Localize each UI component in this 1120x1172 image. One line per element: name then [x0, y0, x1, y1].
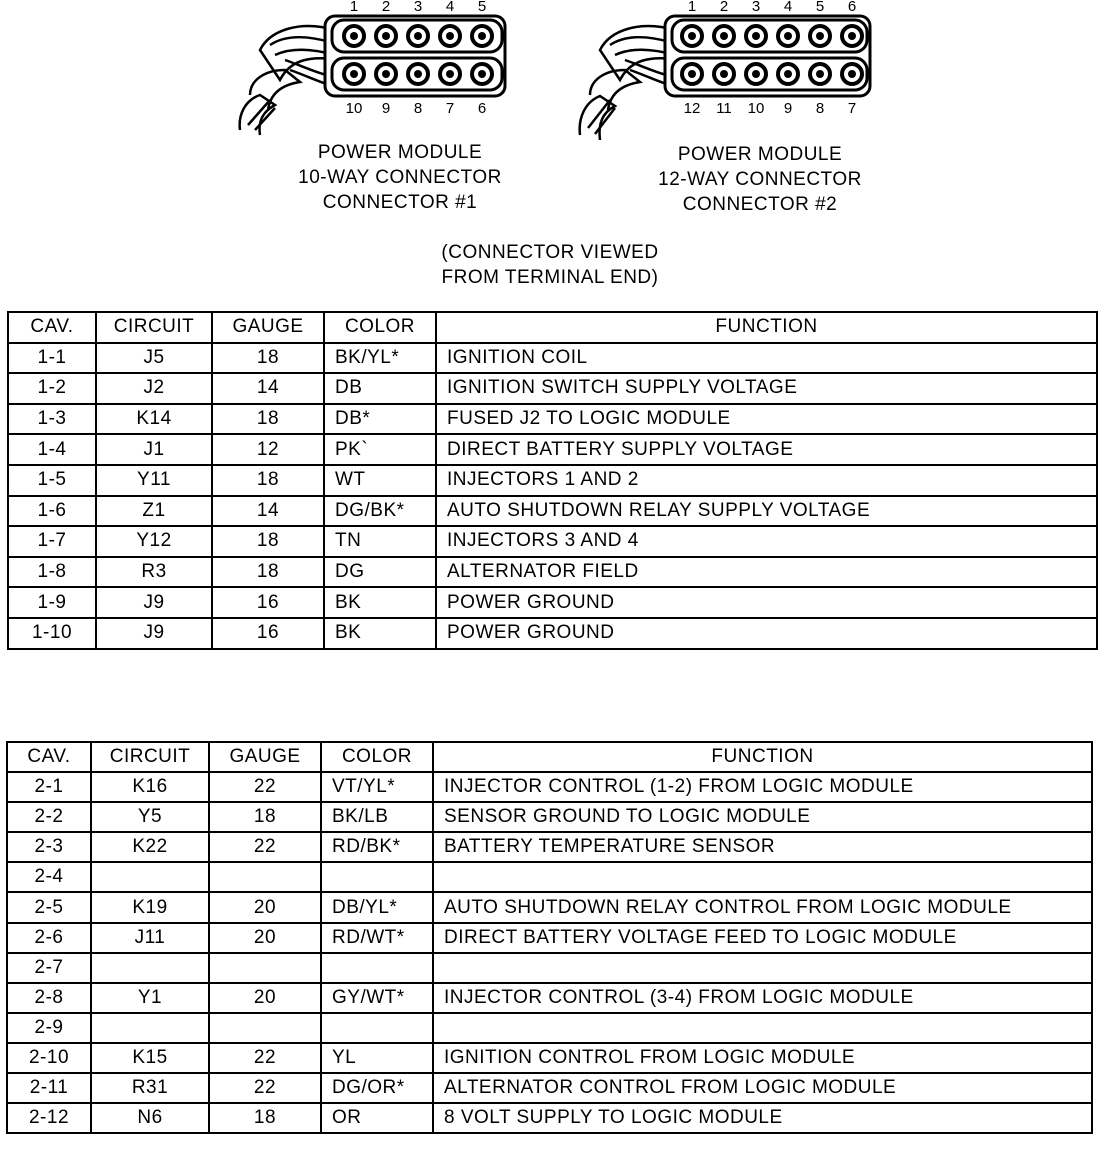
table-header-row	[7, 742, 1092, 772]
cav-cell: 2-11	[7, 1073, 91, 1103]
color-cell: WT	[324, 465, 436, 496]
pin-number: 11	[716, 100, 732, 117]
cav-cell: 1-4	[8, 434, 96, 465]
title-line: POWER MODULE	[677, 144, 843, 165]
circuit-cell: Y1	[91, 983, 209, 1013]
circuit-cell	[91, 1013, 209, 1043]
color-cell	[321, 1013, 433, 1043]
header-function: FUNCTION	[436, 312, 1097, 343]
color-cell: DG/OR*	[321, 1073, 433, 1103]
circuit-cell	[91, 862, 209, 892]
header-circuit: CIRCUIT	[91, 742, 209, 772]
pin-number: 5	[477, 0, 487, 15]
cav-cell: 1-7	[8, 526, 96, 557]
view-note-line: (CONNECTOR VIEWED	[441, 242, 659, 263]
connector-2-illustration	[570, 0, 890, 140]
table-row	[7, 802, 1092, 832]
header-cav: CAV.	[8, 312, 96, 343]
function-cell: POWER GROUND	[436, 587, 1097, 618]
table-row	[7, 1103, 1092, 1133]
color-cell: BK/LB	[321, 802, 433, 832]
function-cell: IGNITION CONTROL FROM LOGIC MODULE	[433, 1043, 1092, 1073]
function-cell: IGNITION SWITCH SUPPLY VOLTAGE	[436, 373, 1097, 404]
header-gauge: GAUGE	[212, 312, 324, 343]
header-color: COLOR	[324, 312, 436, 343]
connector-2-title	[630, 142, 890, 217]
gauge-cell	[209, 862, 321, 892]
color-cell: DB/YL*	[321, 892, 433, 922]
circuit-cell: Y12	[96, 526, 212, 557]
gauge-cell: 18	[212, 404, 324, 435]
gauge-cell: 20	[209, 983, 321, 1013]
color-cell: PK`	[324, 434, 436, 465]
connector-1-title	[270, 140, 530, 215]
pin-number: 3	[413, 0, 423, 15]
function-cell: INJECTOR CONTROL (3-4) FROM LOGIC MODULE	[433, 983, 1092, 1013]
function-cell: IGNITION COIL	[436, 343, 1097, 374]
connector-2-pinout-table	[6, 741, 1093, 1134]
pin-number: 8	[413, 100, 423, 117]
circuit-cell: J1	[96, 434, 212, 465]
table-row	[7, 862, 1092, 892]
function-cell: AUTO SHUTDOWN RELAY SUPPLY VOLTAGE	[436, 496, 1097, 527]
circuit-cell: K16	[91, 772, 209, 802]
cav-cell: 2-7	[7, 953, 91, 983]
color-cell	[321, 953, 433, 983]
title-line: CONNECTOR #1	[322, 192, 478, 213]
table-row	[8, 343, 1097, 374]
title-line: 10-WAY CONNECTOR	[298, 167, 502, 188]
cav-cell: 1-6	[8, 496, 96, 527]
table-row	[8, 526, 1097, 557]
cav-cell: 1-2	[8, 373, 96, 404]
function-cell: DIRECT BATTERY SUPPLY VOLTAGE	[436, 434, 1097, 465]
gauge-cell: 22	[209, 1073, 321, 1103]
cav-cell: 2-5	[7, 892, 91, 922]
table-row	[7, 983, 1092, 1013]
circuit-cell: R3	[96, 557, 212, 588]
pin-number: 12	[683, 100, 701, 117]
header-cav: CAV.	[7, 742, 91, 772]
title-line: CONNECTOR #2	[682, 194, 838, 215]
pin-number: 9	[381, 100, 391, 117]
color-cell: RD/BK*	[321, 832, 433, 862]
circuit-cell: J5	[96, 343, 212, 374]
gauge-cell	[209, 953, 321, 983]
pin-number: 6	[477, 100, 487, 117]
table-row	[8, 434, 1097, 465]
gauge-cell: 22	[209, 772, 321, 802]
color-cell: DG/BK*	[324, 496, 436, 527]
circuit-cell	[91, 953, 209, 983]
header-gauge: GAUGE	[209, 742, 321, 772]
connector-1-pinout-table	[7, 311, 1098, 650]
function-cell: AUTO SHUTDOWN RELAY CONTROL FROM LOGIC MODULE	[433, 892, 1092, 922]
table-row	[8, 587, 1097, 618]
table-row	[7, 832, 1092, 862]
cav-cell: 2-6	[7, 923, 91, 953]
pin-number: 1	[687, 0, 697, 15]
circuit-cell: R31	[91, 1073, 209, 1103]
table-row	[8, 404, 1097, 435]
table-row	[8, 465, 1097, 496]
color-cell: YL	[321, 1043, 433, 1073]
pin-number: 10	[345, 100, 363, 117]
gauge-cell: 20	[209, 892, 321, 922]
table-row	[7, 1013, 1092, 1043]
function-cell: INJECTORS 1 AND 2	[436, 465, 1097, 496]
function-cell: SENSOR GROUND TO LOGIC MODULE	[433, 802, 1092, 832]
cav-cell: 1-5	[8, 465, 96, 496]
color-cell: BK	[324, 618, 436, 649]
gauge-cell: 18	[212, 557, 324, 588]
cav-cell: 1-10	[8, 618, 96, 649]
gauge-cell: 22	[209, 1043, 321, 1073]
circuit-cell: K14	[96, 404, 212, 435]
connector-1-illustration	[230, 0, 520, 140]
circuit-cell: N6	[91, 1103, 209, 1133]
table-row	[7, 772, 1092, 802]
title-line: 12-WAY CONNECTOR	[658, 169, 862, 190]
table-row	[8, 373, 1097, 404]
cav-cell: 2-9	[7, 1013, 91, 1043]
circuit-cell: K22	[91, 832, 209, 862]
function-cell: 8 VOLT SUPPLY TO LOGIC MODULE	[433, 1103, 1092, 1133]
cav-cell: 1-3	[8, 404, 96, 435]
pin-number: 7	[445, 100, 455, 117]
gauge-cell: 14	[212, 373, 324, 404]
pin-number: 1	[349, 0, 359, 15]
cav-cell: 2-3	[7, 832, 91, 862]
pin-number: 3	[751, 0, 761, 15]
gauge-cell: 16	[212, 618, 324, 649]
circuit-cell: Z1	[96, 496, 212, 527]
function-cell: INJECTORS 3 AND 4	[436, 526, 1097, 557]
color-cell	[321, 862, 433, 892]
color-cell: VT/YL*	[321, 772, 433, 802]
function-cell: ALTERNATOR FIELD	[436, 557, 1097, 588]
gauge-cell: 18	[212, 526, 324, 557]
circuit-cell: Y5	[91, 802, 209, 832]
function-cell	[433, 862, 1092, 892]
gauge-cell: 18	[209, 1103, 321, 1133]
circuit-cell: J11	[91, 923, 209, 953]
connector-2-diagram	[570, 0, 890, 215]
cav-cell: 1-1	[8, 343, 96, 374]
function-cell: ALTERNATOR CONTROL FROM LOGIC MODULE	[433, 1073, 1092, 1103]
circuit-cell: K15	[91, 1043, 209, 1073]
gauge-cell: 16	[212, 587, 324, 618]
color-cell: BK/YL*	[324, 343, 436, 374]
cav-cell: 2-4	[7, 862, 91, 892]
view-note-line: FROM TERMINAL END)	[441, 267, 659, 288]
pin-number: 2	[719, 0, 729, 15]
cav-cell: 2-10	[7, 1043, 91, 1073]
color-cell: TN	[324, 526, 436, 557]
pin-number: 4	[445, 0, 455, 15]
function-cell	[433, 1013, 1092, 1043]
color-cell: DB*	[324, 404, 436, 435]
header-function: FUNCTION	[433, 742, 1092, 772]
circuit-cell: Y11	[96, 465, 212, 496]
function-cell: BATTERY TEMPERATURE SENSOR	[433, 832, 1092, 862]
cav-cell: 2-12	[7, 1103, 91, 1133]
table-row	[7, 1043, 1092, 1073]
pin-number: 10	[747, 100, 765, 117]
table-header-row	[8, 312, 1097, 343]
circuit-cell: J9	[96, 618, 212, 649]
title-line: POWER MODULE	[317, 142, 483, 163]
cav-cell: 1-8	[8, 557, 96, 588]
function-cell: INJECTOR CONTROL (1-2) FROM LOGIC MODULE	[433, 772, 1092, 802]
cav-cell: 2-2	[7, 802, 91, 832]
gauge-cell: 18	[212, 343, 324, 374]
function-cell	[433, 953, 1092, 983]
gauge-cell: 12	[212, 434, 324, 465]
header-color: COLOR	[321, 742, 433, 772]
pin-number: 7	[847, 100, 857, 117]
view-note	[380, 240, 720, 290]
pin-number: 2	[381, 0, 391, 15]
pin-number: 5	[815, 0, 825, 15]
function-cell: POWER GROUND	[436, 618, 1097, 649]
table-row	[8, 557, 1097, 588]
gauge-cell: 14	[212, 496, 324, 527]
function-cell: FUSED J2 TO LOGIC MODULE	[436, 404, 1097, 435]
color-cell: DG	[324, 557, 436, 588]
cav-cell: 1-9	[8, 587, 96, 618]
pin-number: 6	[847, 0, 857, 15]
color-cell: RD/WT*	[321, 923, 433, 953]
table-row	[7, 1073, 1092, 1103]
gauge-cell	[209, 1013, 321, 1043]
table-row	[7, 953, 1092, 983]
pin-number: 4	[783, 0, 793, 15]
table-row	[7, 923, 1092, 953]
circuit-cell: J2	[96, 373, 212, 404]
table-row	[7, 892, 1092, 922]
connector-1-diagram	[230, 0, 520, 215]
color-cell: BK	[324, 587, 436, 618]
gauge-cell: 18	[209, 802, 321, 832]
function-cell: DIRECT BATTERY VOLTAGE FEED TO LOGIC MODULE	[433, 923, 1092, 953]
pin-number: 8	[815, 100, 825, 117]
color-cell: GY/WT*	[321, 983, 433, 1013]
gauge-cell: 20	[209, 923, 321, 953]
cav-cell: 2-8	[7, 983, 91, 1013]
gauge-cell: 18	[212, 465, 324, 496]
color-cell: DB	[324, 373, 436, 404]
header-circuit: CIRCUIT	[96, 312, 212, 343]
table-row	[8, 618, 1097, 649]
circuit-cell: K19	[91, 892, 209, 922]
circuit-cell: J9	[96, 587, 212, 618]
table-row	[8, 496, 1097, 527]
cav-cell: 2-1	[7, 772, 91, 802]
gauge-cell: 22	[209, 832, 321, 862]
pin-number: 9	[783, 100, 793, 117]
color-cell: OR	[321, 1103, 433, 1133]
